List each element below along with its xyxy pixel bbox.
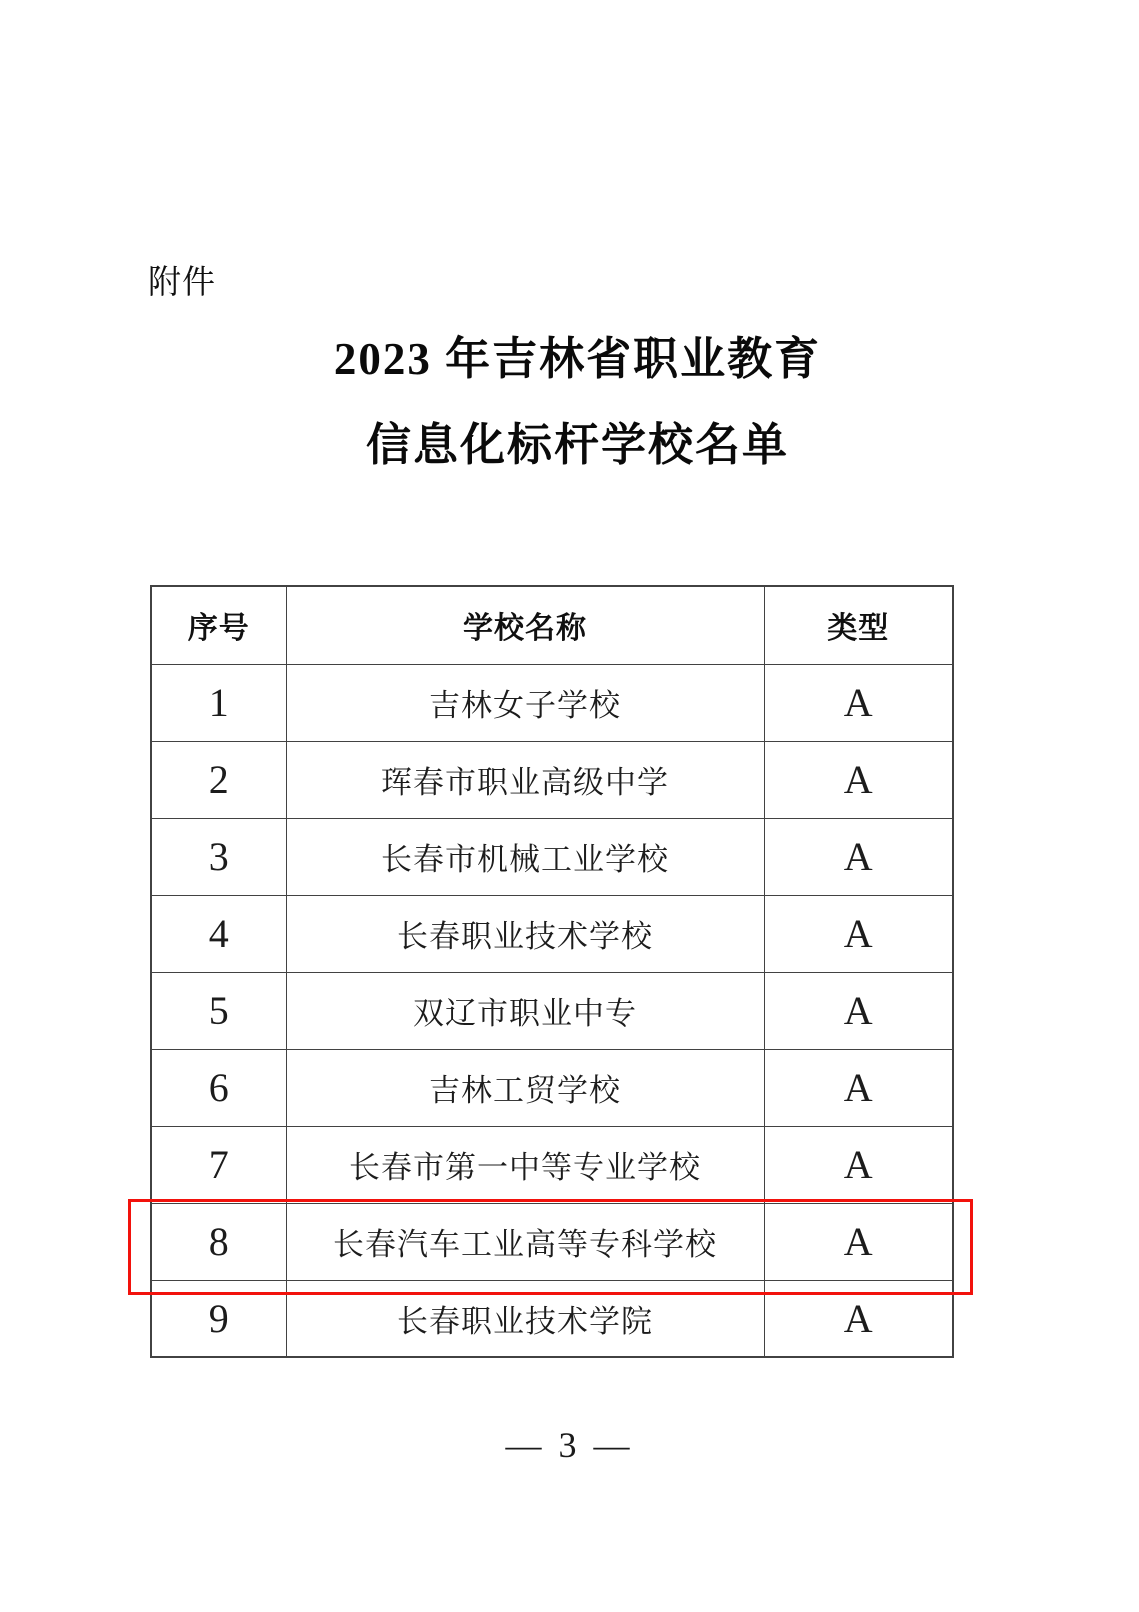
document-title-line2: 信息化标杆学校名单 <box>365 420 789 470</box>
row-number-cell: 7 <box>151 1126 286 1203</box>
header-cell-type: 类型 <box>764 586 953 664</box>
school-name-cell: 吉林女子学校 <box>286 664 764 741</box>
header-cell-number: 序号 <box>151 586 286 664</box>
table-row <box>151 741 953 818</box>
table-row <box>151 1280 953 1357</box>
document-title-line1: 2023 年吉林省职业教育 <box>333 334 822 384</box>
type-cell: A <box>764 1126 953 1203</box>
row-number-cell: 8 <box>151 1203 286 1280</box>
type-cell: A <box>764 664 953 741</box>
type-cell: A <box>764 741 953 818</box>
school-name-cell: 长春职业技术学院 <box>286 1280 764 1357</box>
school-table <box>150 585 954 1358</box>
type-cell: A <box>764 818 953 895</box>
table-row <box>151 895 953 972</box>
school-name-cell: 长春市机械工业学校 <box>286 818 764 895</box>
school-name-cell: 珲春市职业高级中学 <box>286 741 764 818</box>
row-number-cell: 2 <box>151 741 286 818</box>
school-name-cell: 长春职业技术学校 <box>286 895 764 972</box>
school-name-cell: 双辽市职业中专 <box>286 972 764 1049</box>
school-table-header <box>151 586 953 664</box>
row-number-cell: 4 <box>151 895 286 972</box>
row-number-cell: 6 <box>151 1049 286 1126</box>
table-row <box>151 1203 953 1280</box>
school-table-body <box>151 664 953 1357</box>
header-row <box>151 586 953 664</box>
attachment-label: 附件 <box>148 263 216 300</box>
row-number-cell: 3 <box>151 818 286 895</box>
page-number: — 3 — <box>505 1425 634 1465</box>
table-row <box>151 664 953 741</box>
school-name-cell: 长春汽车工业高等专科学校 <box>286 1203 764 1280</box>
row-number-cell: 1 <box>151 664 286 741</box>
type-cell: A <box>764 1203 953 1280</box>
type-cell: A <box>764 895 953 972</box>
table-row <box>151 972 953 1049</box>
school-name-cell: 长春市第一中等专业学校 <box>286 1126 764 1203</box>
type-cell: A <box>764 1049 953 1126</box>
table-row <box>151 1049 953 1126</box>
table-row <box>151 818 953 895</box>
school-name-cell: 吉林工贸学校 <box>286 1049 764 1126</box>
table-row <box>151 1126 953 1203</box>
row-number-cell: 9 <box>151 1280 286 1357</box>
type-cell: A <box>764 972 953 1049</box>
type-cell: A <box>764 1280 953 1357</box>
header-cell-school-name: 学校名称 <box>286 586 764 664</box>
row-number-cell: 5 <box>151 972 286 1049</box>
